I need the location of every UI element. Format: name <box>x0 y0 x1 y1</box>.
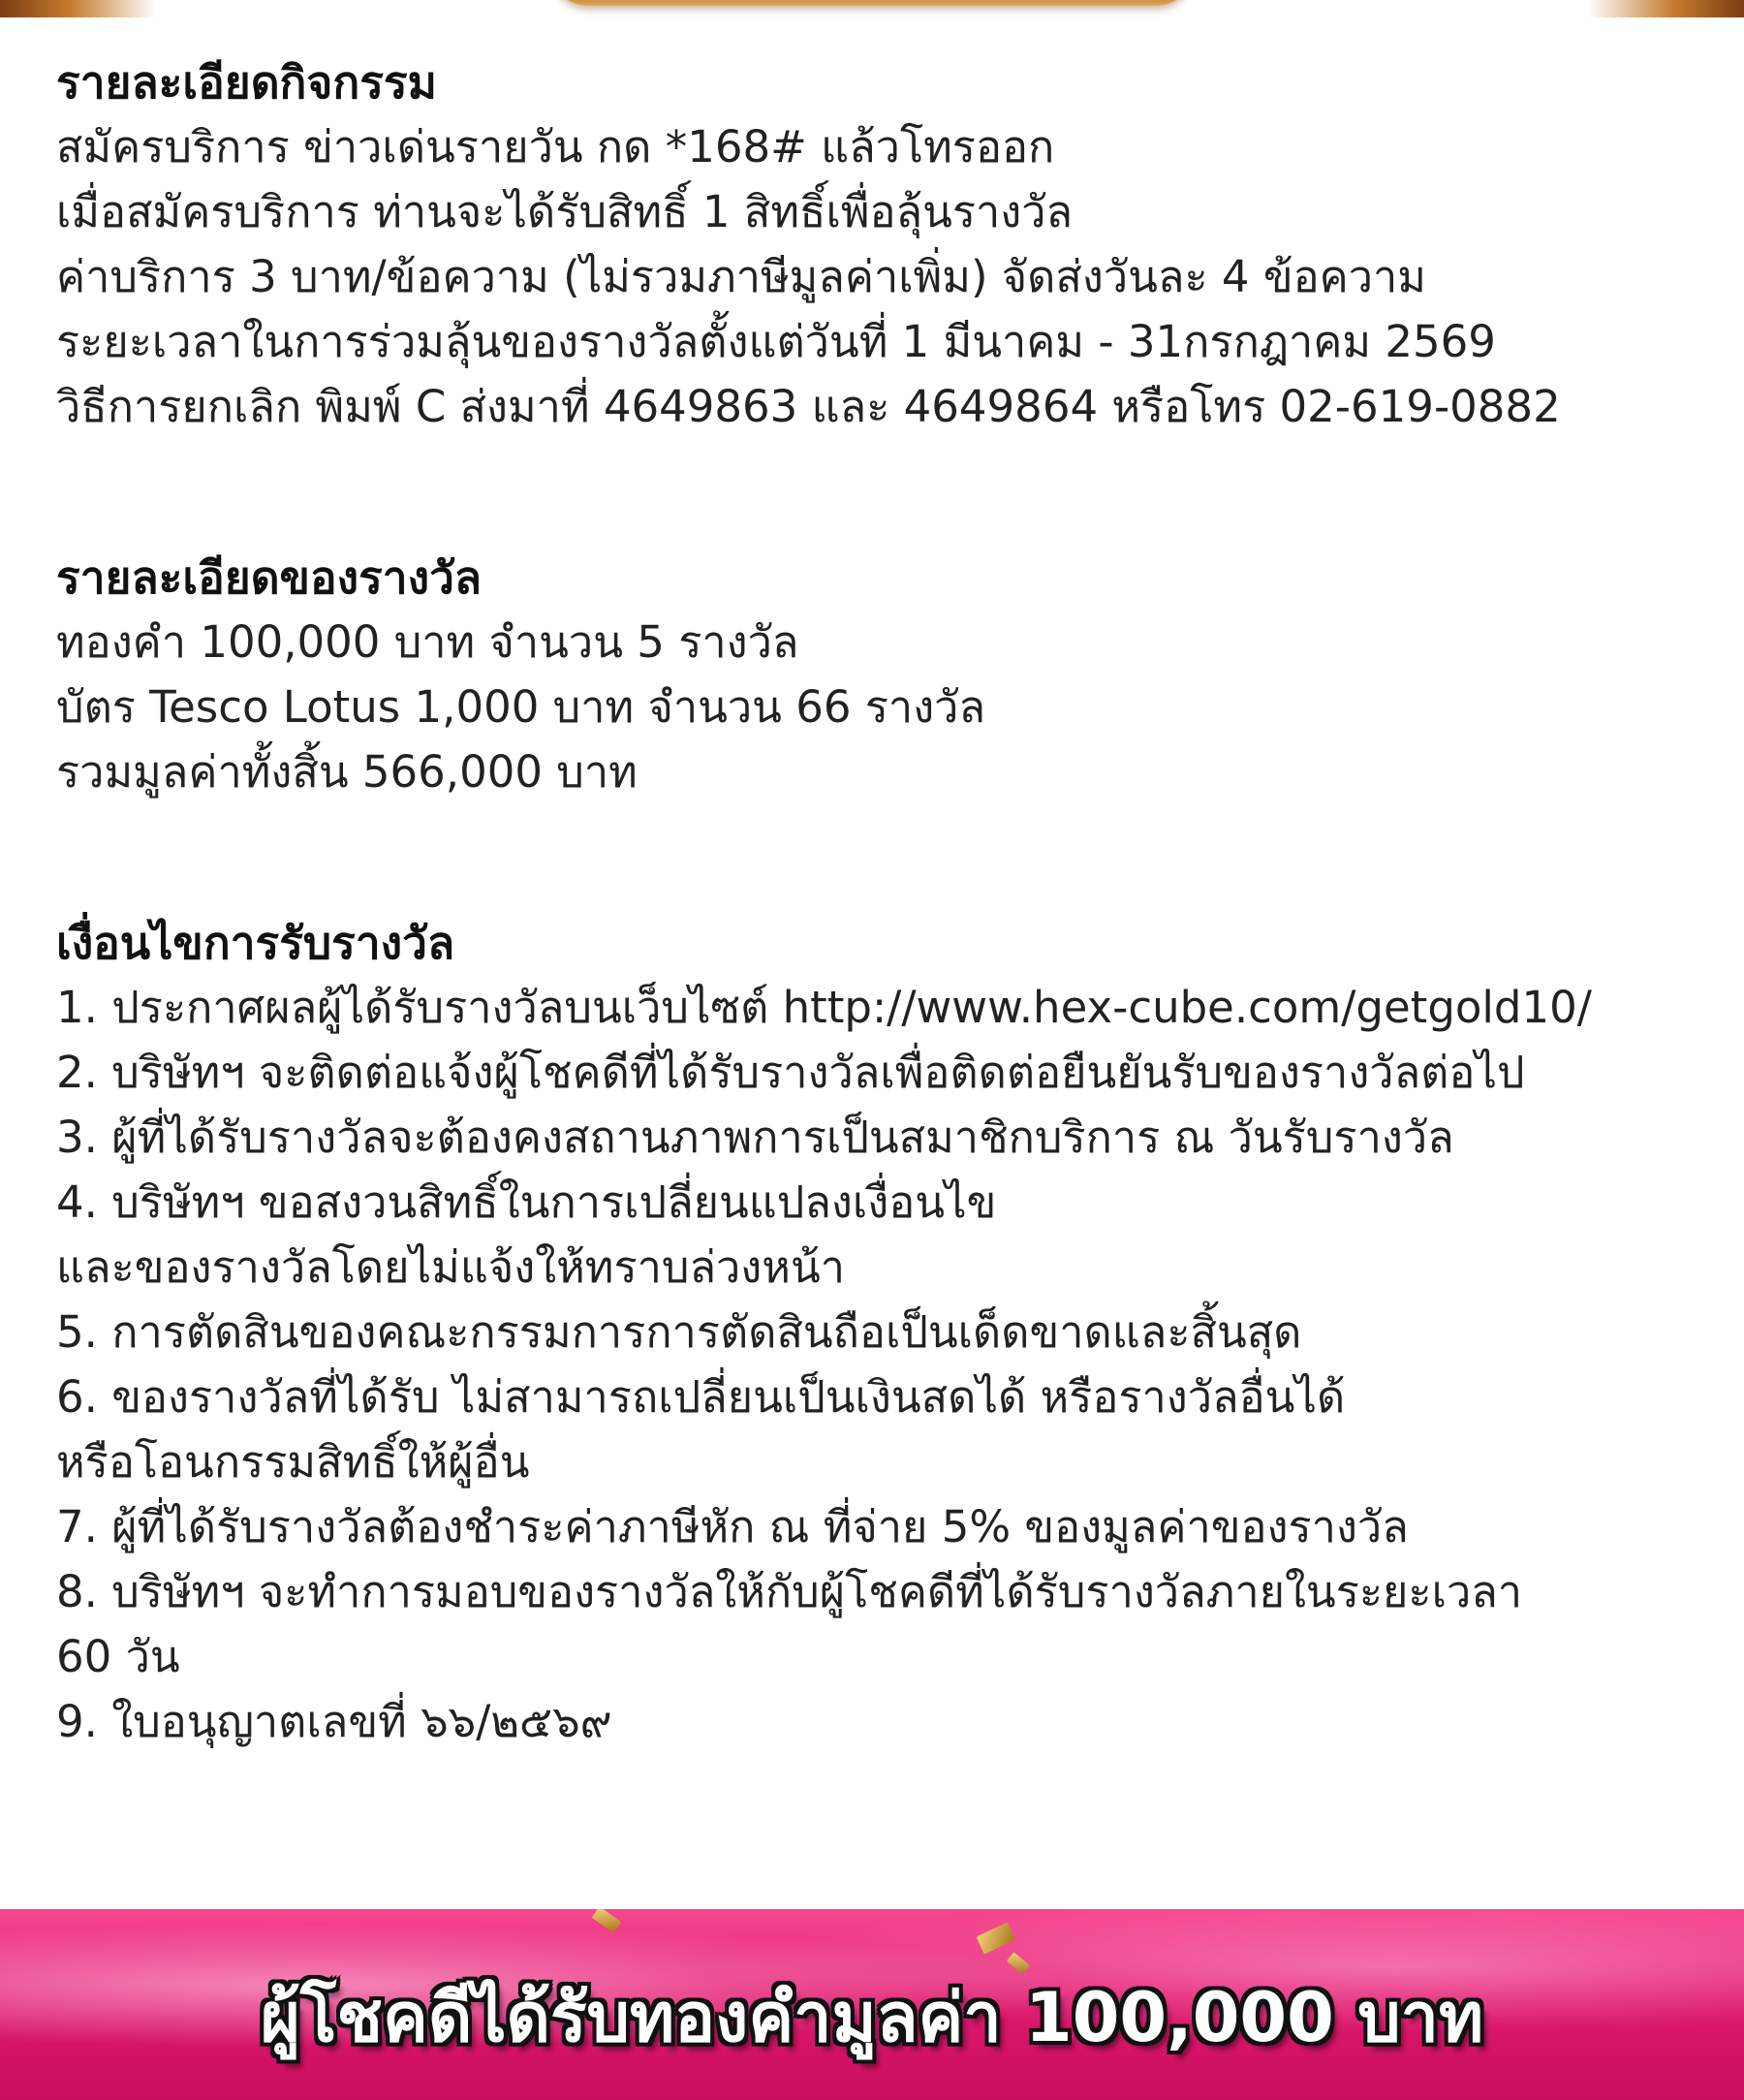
condition-line: 6. ของรางวัลที่ได้รับ ไม่สามารถเปลี่ยนเป็นเงินสดได้ หรือรางวัลอื่นได้ <box>56 1371 1346 1423</box>
prize-line: บัตร Tesco Lotus 1,000 บาท จำนวน 66 รางวัล <box>56 681 986 733</box>
condition-line: 5. การตัดสินของคณะกรรมการการตัดสินถือเป็นเด็ดขาดและสิ้นสุด <box>56 1306 1302 1358</box>
prize-line: รวมมูลค่าทั้งสิ้น 566,000 บาท <box>56 746 638 798</box>
activity-details-section <box>56 50 1703 439</box>
footer-headline: ผู้โชคดีได้รับทองคำมูลค่า 100,000 บาท <box>260 1978 1484 2057</box>
condition-line: หรือโอนกรรมสิทธิ์ให้ผู้อื่น <box>56 1436 530 1488</box>
gold-confetti-decoration <box>976 1922 1015 1954</box>
activity-line: สมัครบริการ ข่าวเด่นรายวัน กด *168# แล้วโทรออก <box>56 121 1055 172</box>
activity-details-title: รายละเอียดกิจกรรม <box>56 56 437 109</box>
footer-promo-banner <box>0 1909 1744 2100</box>
activity-line: เมื่อสมัครบริการ ท่านจะได้รับสิทธิ์ 1 สิทธิ์เพื่อลุ้นรางวัล <box>56 186 1074 237</box>
terms-content <box>56 50 1703 1754</box>
gold-confetti-decoration <box>592 1909 622 1933</box>
prize-conditions-section <box>56 911 1703 1754</box>
prize-line: ทองคำ 100,000 บาท จำนวน 5 รางวัล <box>56 616 799 668</box>
top-gold-tab-decoration <box>552 0 1192 6</box>
condition-line: 7. ผู้ที่ได้รับรางวัลต้องชำระค่าภาษีหัก ณ ที่จ่าย 5% ของมูลค่าของรางวัล <box>56 1501 1409 1552</box>
condition-line: 9. ใบอนุญาตเลขที่ ๖๖/๒๕๖๙ <box>56 1696 612 1747</box>
condition-line: 8. บริษัทฯ จะทำการมอบของรางวัลให้กับผู้โชคดีที่ได้รับรางวัลภายในระยะเวลา <box>56 1566 1523 1617</box>
condition-line: 2. บริษัทฯ จะติดต่อแจ้งผู้โชคดีที่ได้รับรางวัลเพื่อติดต่อยืนยันรับของรางวัลต่อไป <box>56 1047 1525 1098</box>
condition-line: 60 วัน <box>56 1631 180 1682</box>
prize-conditions-title: เงื่อนไขการรับรางวัล <box>56 917 455 969</box>
condition-line: 4. บริษัทฯ ขอสงวนสิทธิ์ในการเปลี่ยนแปลงเงื่อนไข <box>56 1176 997 1228</box>
prize-details-title: รายละเอียดของรางวัล <box>56 551 483 604</box>
condition-line: และของรางวัลโดยไม่แจ้งให้ทราบล่วงหน้า <box>56 1241 845 1293</box>
activity-line: วิธีการยกเลิก พิมพ์ C ส่งมาที่ 4649863 และ 4649864 หรือโทร 02-619-0882 <box>56 381 1561 432</box>
activity-line: ค่าบริการ 3 บาท/ข้อความ (ไม่รวมภาษีมูลค่าเพิ่ม) จัดส่งวันละ 4 ข้อความ <box>56 251 1426 302</box>
condition-line: 1. ประกาศผลผู้ได้รับรางวัลบนเว็บไซต์ http://www.hex-cube.com/getgold10/ <box>56 982 1592 1033</box>
activity-line: ระยะเวลาในการร่วมลุ้นของรางวัลตั้งแต่วันที่ 1 มีนาคม - 31กรกฎาคม 2569 <box>56 316 1496 367</box>
condition-line: 3. ผู้ที่ได้รับรางวัลจะต้องคงสถานภาพการเป็นสมาชิกบริการ ณ วันรับรางวัล <box>56 1112 1454 1163</box>
prize-details-section <box>56 546 1703 804</box>
